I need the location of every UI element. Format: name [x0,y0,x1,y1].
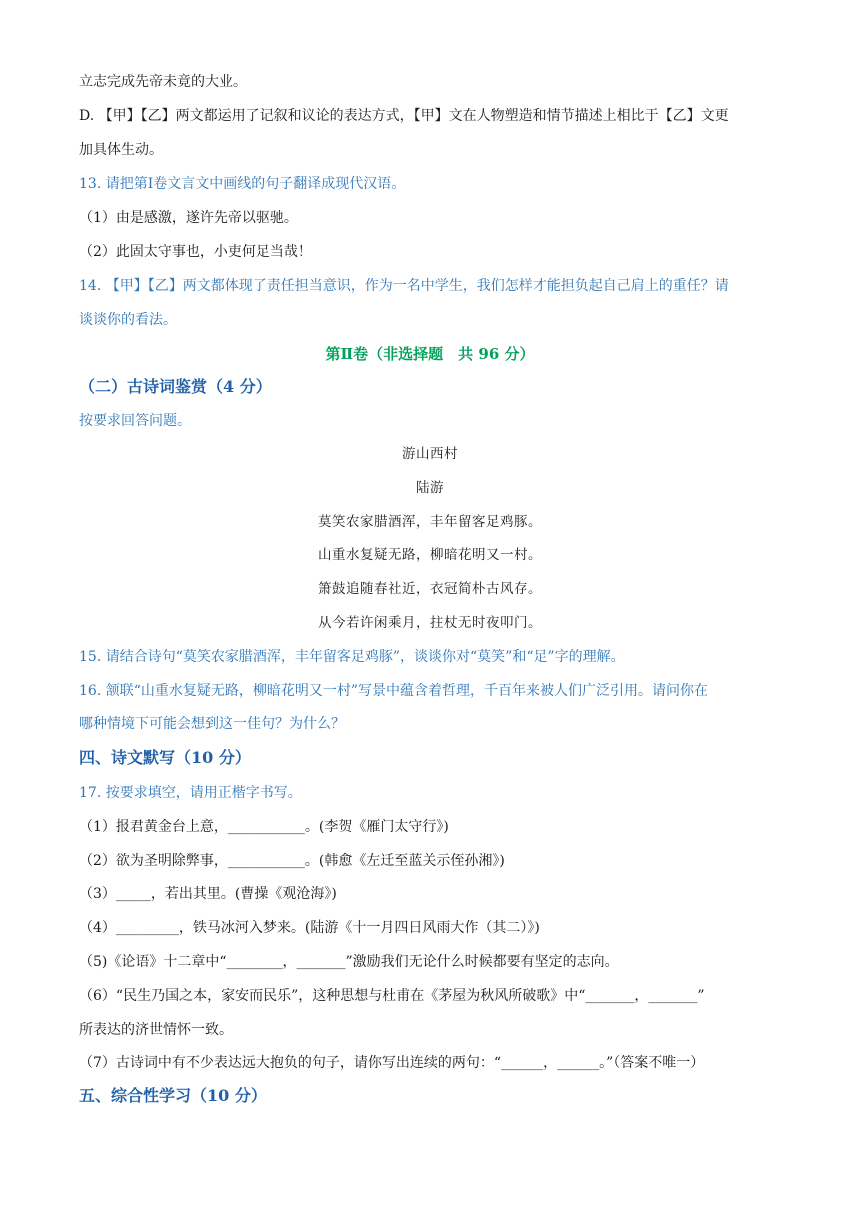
option-d-continued: 加具体生动。 [79,142,163,158]
question-17-item-3: （3）_____，若出其里。(曹操《观沧海》) [79,886,337,902]
section-poetry-heading: （二）古诗词鉴赏（4 分） [79,377,272,396]
option-d: D. 【甲】【乙】两文都运用了记叙和议论的表达方式，【甲】文在人物塑造和情节描述上相比于【乙】文更 [79,108,729,124]
question-17-item-4: （4）_________，铁马冰河入梦来。(陆游《十一月四日风雨大作（其二）》) [79,920,540,936]
question-16: 16. 颔联“山重水复疑无路，柳暗花明又一村”写景中蕴含着哲理，千百年来被人们广泛引用。请问你在 [79,683,709,699]
poem-line-4: 从今若许闲乘月，拄杖无时夜叩门。 [318,615,542,631]
question-15: 15. 请结合诗句“莫笑农家腊酒浑，丰年留客足鸡豚”，谈谈你对“莫笑”和“足”字的理解。 [79,649,625,665]
poem-line-1: 莫笑农家腊酒浑，丰年留客足鸡豚。 [318,514,542,530]
poem-line-2: 山重水复疑无路，柳暗花明又一村。 [318,547,542,563]
poem-line-3: 箫鼓追随春社近，衣冠简朴古风存。 [318,581,542,597]
question-17: 17. 按要求填空，请用正楷字书写。 [79,785,302,801]
question-13: 13. 请把第Ⅰ卷文言文中画线的句子翻译成现代汉语。 [79,176,406,192]
question-17-item-2: （2）欲为圣明除弊事，___________。(韩愈《左迁至蓝关示侄孙湘》) [79,853,505,869]
question-17-item-5: （5)《论语》十二章中“________，_______”激励我们无论什么时候都要有坚定的志向。 [79,954,619,970]
text-line: 立志完成先帝未竟的大业。 [79,74,247,90]
question-13-item-2: （2）此固太守事也，小吏何足当哉！ [79,244,312,260]
question-16-continued: 哪种情境下可能会想到这一佳句？为什么？ [79,716,345,732]
question-17-item-6-continued: 所表达的济世情怀一致。 [79,1022,233,1038]
question-17-item-1: （1）报君黄金台上意，___________。(李贺《雁门太守行》) [79,819,449,835]
question-14: 14. 【甲】【乙】两文都体现了责任担当意识，作为一名中学生，我们怎样才能担负起自己肩上的重任？请 [79,278,729,294]
section-instruction: 按要求回答问题。 [79,413,191,429]
volume-2-heading: 第Ⅱ卷（非选择题 共 96 分） [325,345,535,363]
section-4-heading: 四、诗文默写（10 分） [79,748,251,767]
question-14-continued: 谈谈你的看法。 [79,312,177,328]
section-5-heading: 五、综合性学习（10 分） [79,1086,267,1105]
poem-author: 陆游 [416,480,444,496]
question-17-item-7: （7）古诗词中有不少表达远大抱负的句子，请你写出连续的两句：“______，______。”（答案不唯一） [79,1055,705,1071]
poem-title: 游山西村 [402,446,458,462]
question-13-item-1: （1）由是感激，遂许先帝以驱驰。 [79,210,298,226]
question-17-item-6: （6）“民生乃国之本，家安而民乐”，这种思想与杜甫在《茅屋为秋风所破歌》中“_______，_______” [79,988,705,1004]
